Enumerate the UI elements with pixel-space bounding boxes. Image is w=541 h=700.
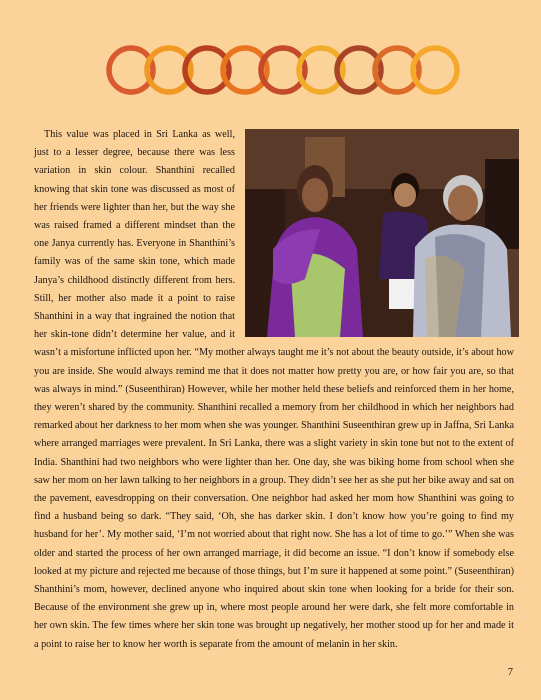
interlocking-rings-ornament: [0, 36, 541, 106]
page-number: 7: [507, 667, 513, 678]
article-body: [34, 126, 514, 654]
paragraph-lead: This value was placed in Sri Lanka as well, just to a lesser degree, because there was less variation in skin colour. Shanthini recalled knowing that skin tone was discussed as most of her friends were lighter than her, but the way she was raised framed a different mindset than the one Janya currently has. Everyone in Shanthini’s family was of the same skin tone, which made Janya’s childhood distinctly different from hers. Still, her mother also made it a point to raise Shanthini in a way that ingrained the notion that her skin-tone didn’t determine her value, and it wasn’t a misfortune inflicted upon her. “My mother always taught me it’s not about the beauty outside, it’s about how you are inside. She would always remind me that it does not matter how pretty you are, or how fair you are, so that was always in mind.” (Suseenthiran) However, while her mother held these beliefs and reinforced them in her home, they weren’t shared by the community. Shanthini recalled a memory from her childhood in which her neighbors had remarked about her darkness to her mom when she was younger. Shanthini Suseenthiran grew up in Jaffna, Sri Lanka where arranged marriages were prevalent. In Sri Lanka, there was a slight variety in skin tone but not to the extent of India. Shanthini had two neighbors who were lighter than her. One day, she was biking home from school when she saw her mom on her lawn talking to her neighbors in a group. They didn’t see her as she put her bike away and sat on the pavement, eavesdropping on their conversation. One neighbor had asked her mom how Shanthini was going to find a husband being so dark. “They said, ‘Oh, she has darker skin. I don’t know how you’re going to find my husband for her’. My mother said, ‘I’m not worried about that right now. She has a lot of time to go.’” When she was older and started the process of her own arranged marriage, it did become an issue. “I don’t know if somebody else looked at my picture and rejected me because of those things, but I’m sure it happened at some point.” (Suseenthiran) Shanthini’s mom, however, declined anyone who inquired about skin tone when looking for a bride for their son. Because of the environment she grew up in, where most people around her were dark, she felt more comfortable in her own skin. The few times where her skin tone was brought up negatively, her mother stood up for her and made it a point to raise her to know her worth is separate from the amount of melanin in her skin.: [34, 129, 514, 650]
family-photo: [245, 129, 519, 337]
